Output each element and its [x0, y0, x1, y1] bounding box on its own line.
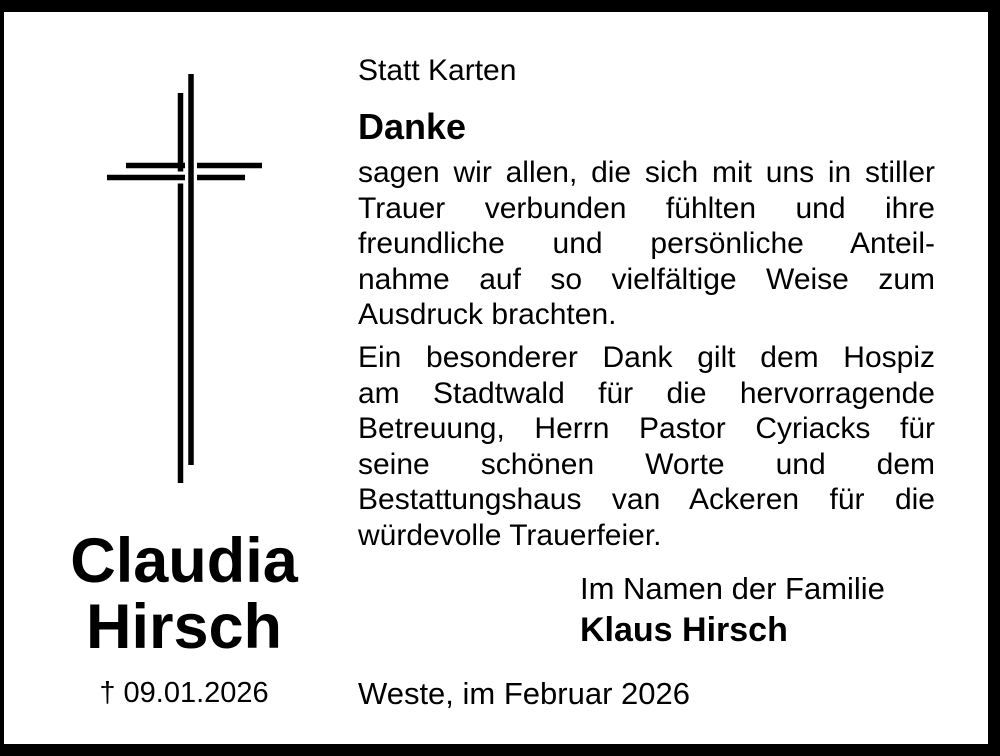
place-date: Weste, im Februar 2026 [358, 676, 690, 711]
frame-border-right [988, 0, 1000, 756]
paragraph-line: Ausdruck brachten. [358, 298, 617, 331]
paragraph-line: freundliche und persönliche Anteil- [358, 227, 935, 260]
frame-border-bottom [0, 744, 1000, 756]
frame-border-top [0, 0, 1000, 12]
deceased-last-name: Hirsch [85, 592, 283, 662]
special-thanks-paragraph [358, 340, 935, 553]
paragraph-line: Ein besonderer Dank gilt dem Hospiz [358, 341, 935, 374]
cross-icon [98, 66, 268, 488]
death-date: † 09.01.2026 [99, 677, 269, 709]
paragraph-line: sagen wir allen, die sich mit uns in stiller [358, 156, 935, 189]
paragraph-line: nahme auf so vielfältige Weise zum [358, 262, 935, 296]
deceased-first-name: Claudia [70, 526, 298, 596]
in-the-name-text: Im Namen der Familie [580, 571, 885, 606]
statt-karten-note: Statt Karten [358, 54, 517, 87]
signatory-name: Klaus Hirsch [580, 611, 788, 649]
frame-border-left [0, 0, 4, 756]
deceased-name [23, 528, 345, 660]
paragraph-line: Betreuung, Herrn Pastor Cyriacks für [358, 412, 935, 445]
danke-heading: Danke [358, 106, 467, 147]
paragraph-line: seine schönen Worte und dem [358, 447, 935, 481]
thanks-paragraph [358, 155, 935, 333]
paragraph-line: am Stadtwald für die hervorragende [358, 376, 935, 410]
paragraph-line: würdevolle Trauerfeier. [358, 518, 662, 552]
paragraph-line: Bestattungshaus van Ackeren für die [358, 483, 935, 516]
paragraph-line: Trauer verbunden fühlten und ihre [358, 191, 935, 225]
